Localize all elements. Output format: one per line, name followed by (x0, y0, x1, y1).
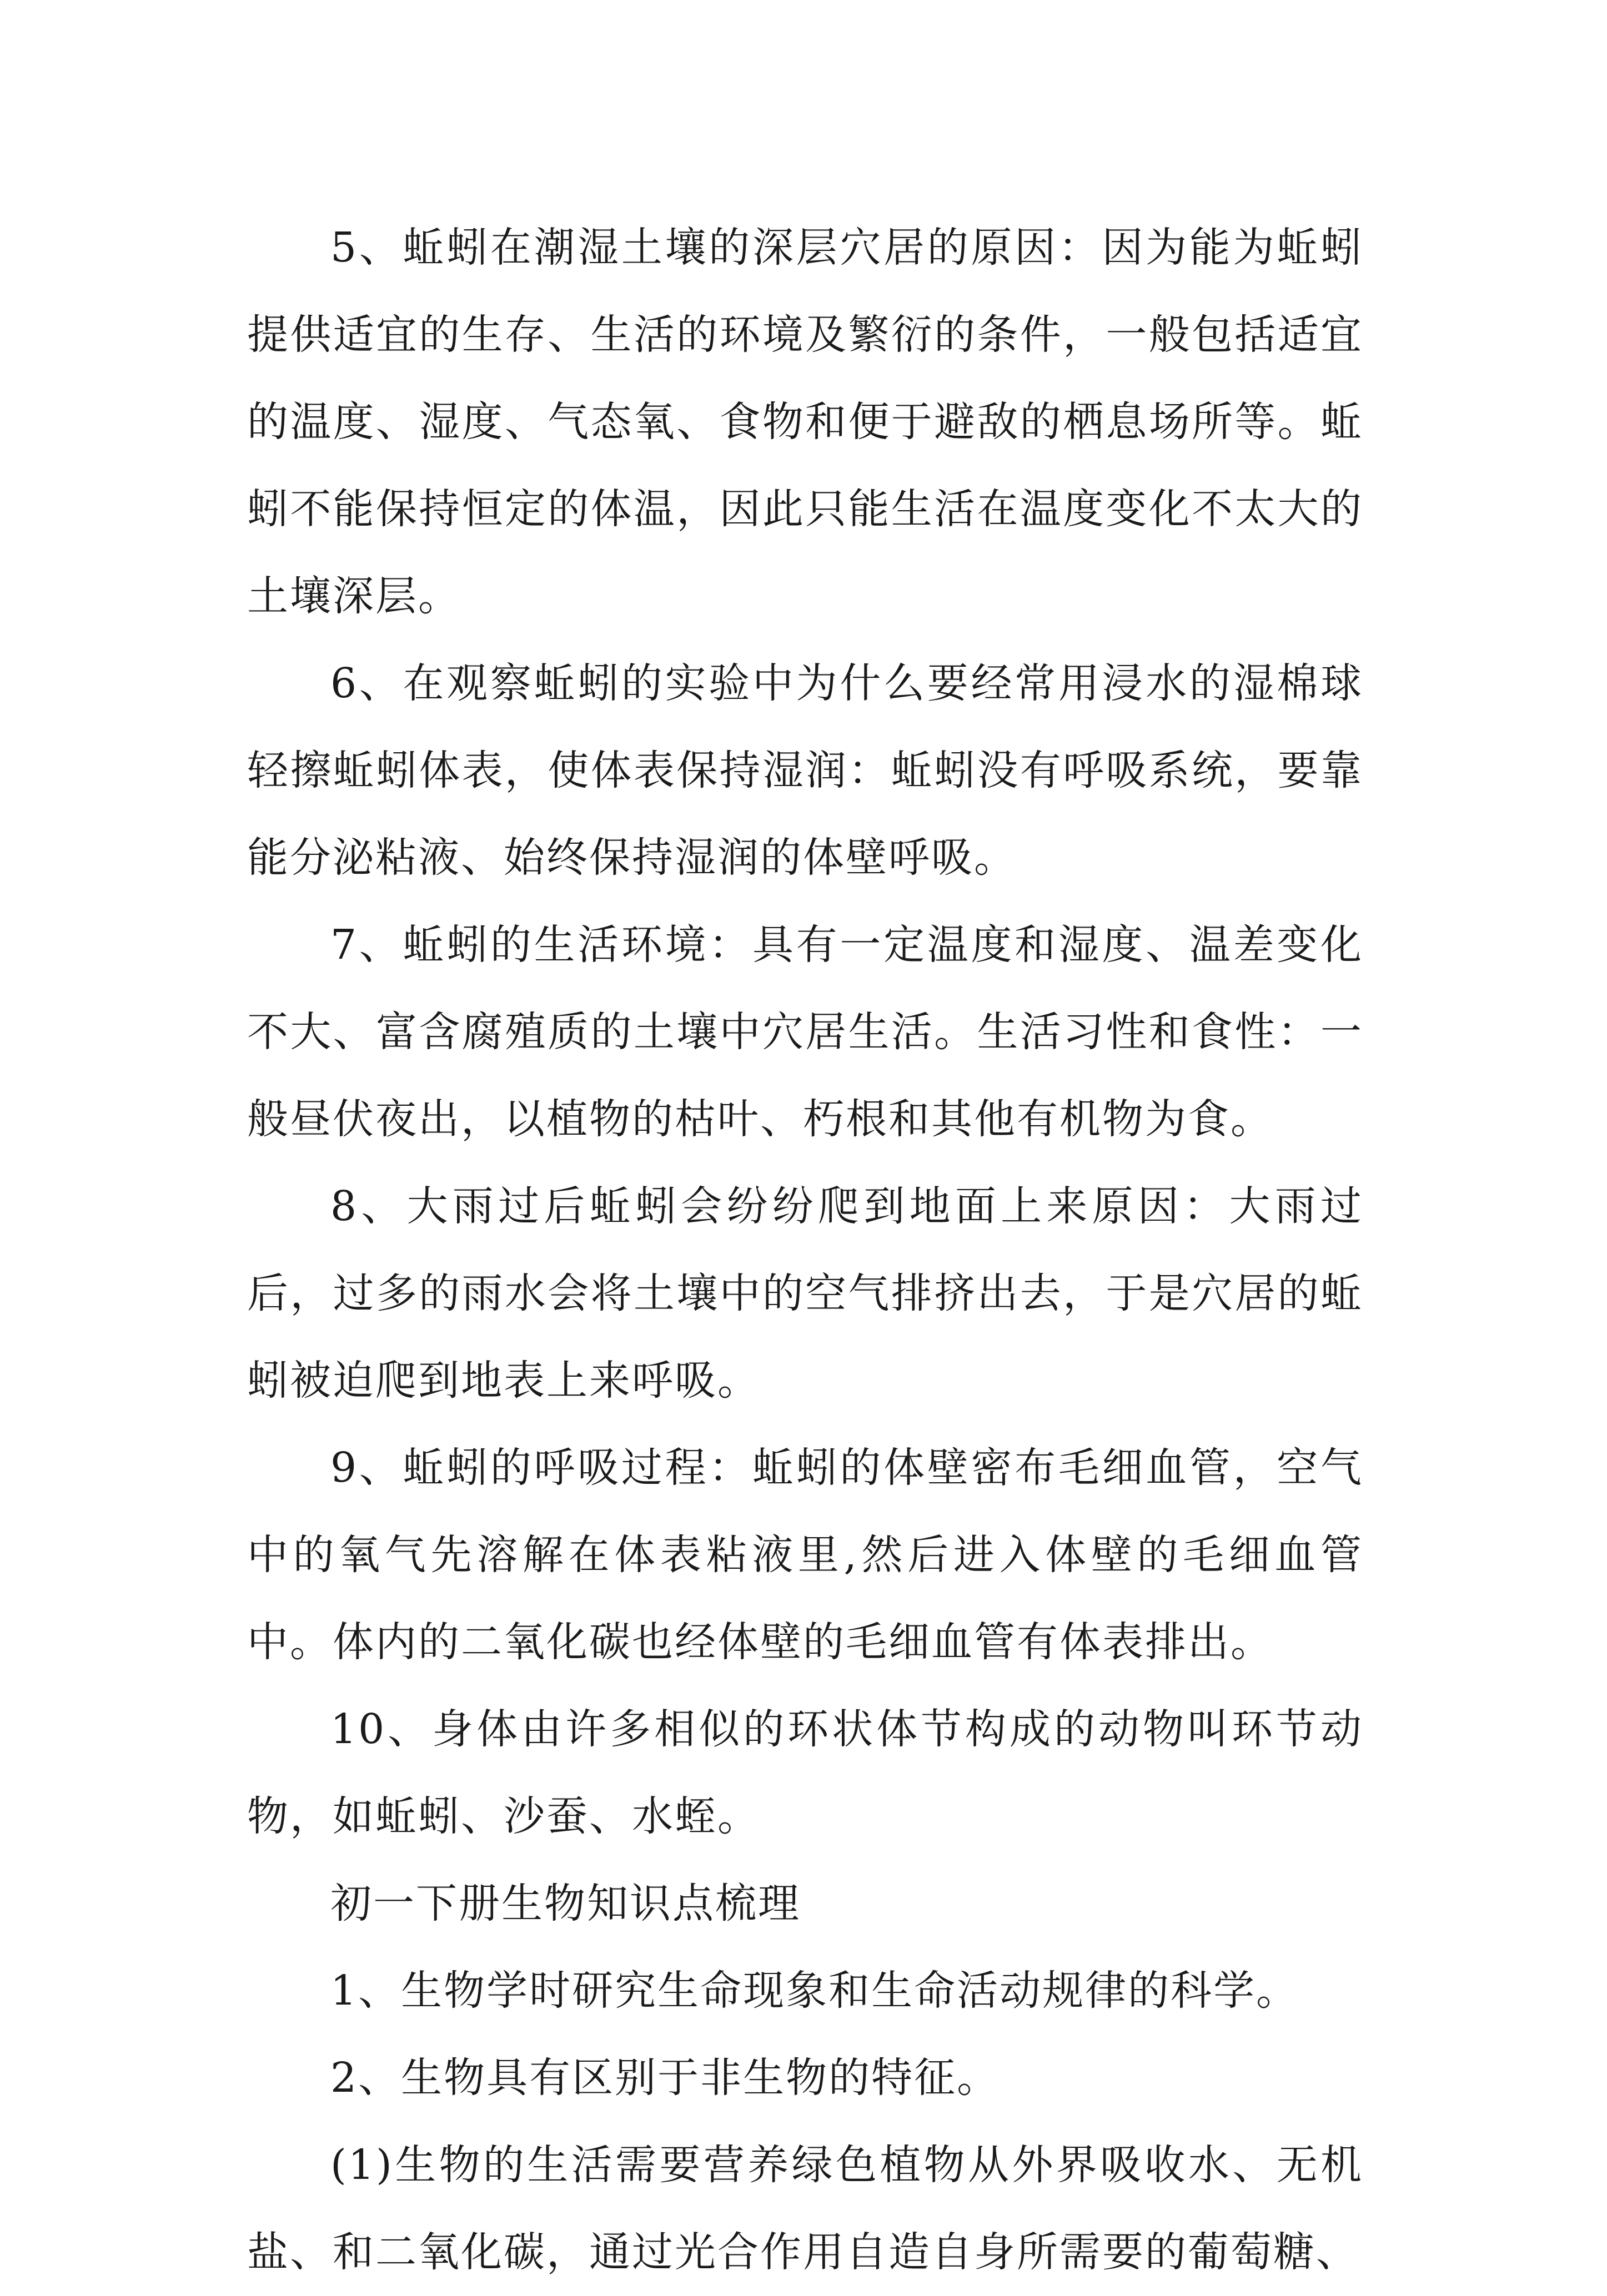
document-body (247, 204, 1363, 2296)
paragraph-biology-definition: 1、生物学时研究生命现象和生命活动规律的科学。 (330, 1967, 1299, 2015)
paragraph-earthworm-environment: 7、蚯蚓的生活环境：具有一定温度和湿度、温差变化不大、富含腐殖质的土壤中穴居生活。生活习性和食性：一般昼伏夜出，以植物的枯叶、朽根和其他有机物为食。 (247, 921, 1363, 1143)
paragraph-earthworm-respiration: 9、蚯蚓的呼吸过程：蚯蚓的体壁密布毛细血管，空气中的氧气先溶解在体表粘液里,然后进入体壁的毛细血管中。体内的二氧化碳也经体壁的毛细血管有体表排出。 (247, 1444, 1363, 1666)
paragraph-nutrition: (1)生物的生活需要营养绿色植物从外界吸收水、无机盐、和二氧化碳，通过光合作用自造自身所需要的葡萄糖、 (247, 2141, 1363, 2276)
paragraph-earthworm-after-rain: 8、大雨过后蚯蚓会纷纷爬到地面上来原因：大雨过后，过多的雨水会将土壤中的空气排挤出去，于是穴居的蚯蚓被迫爬到地表上来呼吸。 (247, 1182, 1363, 1404)
paragraph-annelids: 10、身体由许多相似的环状体节构成的动物叫环节动物，如蚯蚓、沙蚕、水蛭。 (247, 1705, 1363, 1840)
paragraph-earthworm-habitat-reason: 5、蚯蚓在潮湿土壤的深层穴居的原因：因为能为蚯蚓提供适宜的生存、生活的环境及繁衍的条件，一般包括适宜的温度、湿度、气态氧、食物和便于避敌的栖息场所等。蚯蚓不能保持恒定的体温，因此只能生活在温度变化不太大的土壤深层。 (247, 224, 1363, 620)
paragraph-life-characteristics: 2、生物具有区别于非生物的特征。 (330, 2054, 1000, 2102)
paragraph-earthworm-moist-skin: 6、在观察蚯蚓的实验中为什么要经常用浸水的湿棉球轻擦蚯蚓体表，使体表保持湿润：蚯蚓没有呼吸系统，要靠能分泌粘液、始终保持湿润的体壁呼吸。 (247, 659, 1363, 882)
section-heading: 初一下册生物知识点梳理 (330, 1880, 801, 1927)
